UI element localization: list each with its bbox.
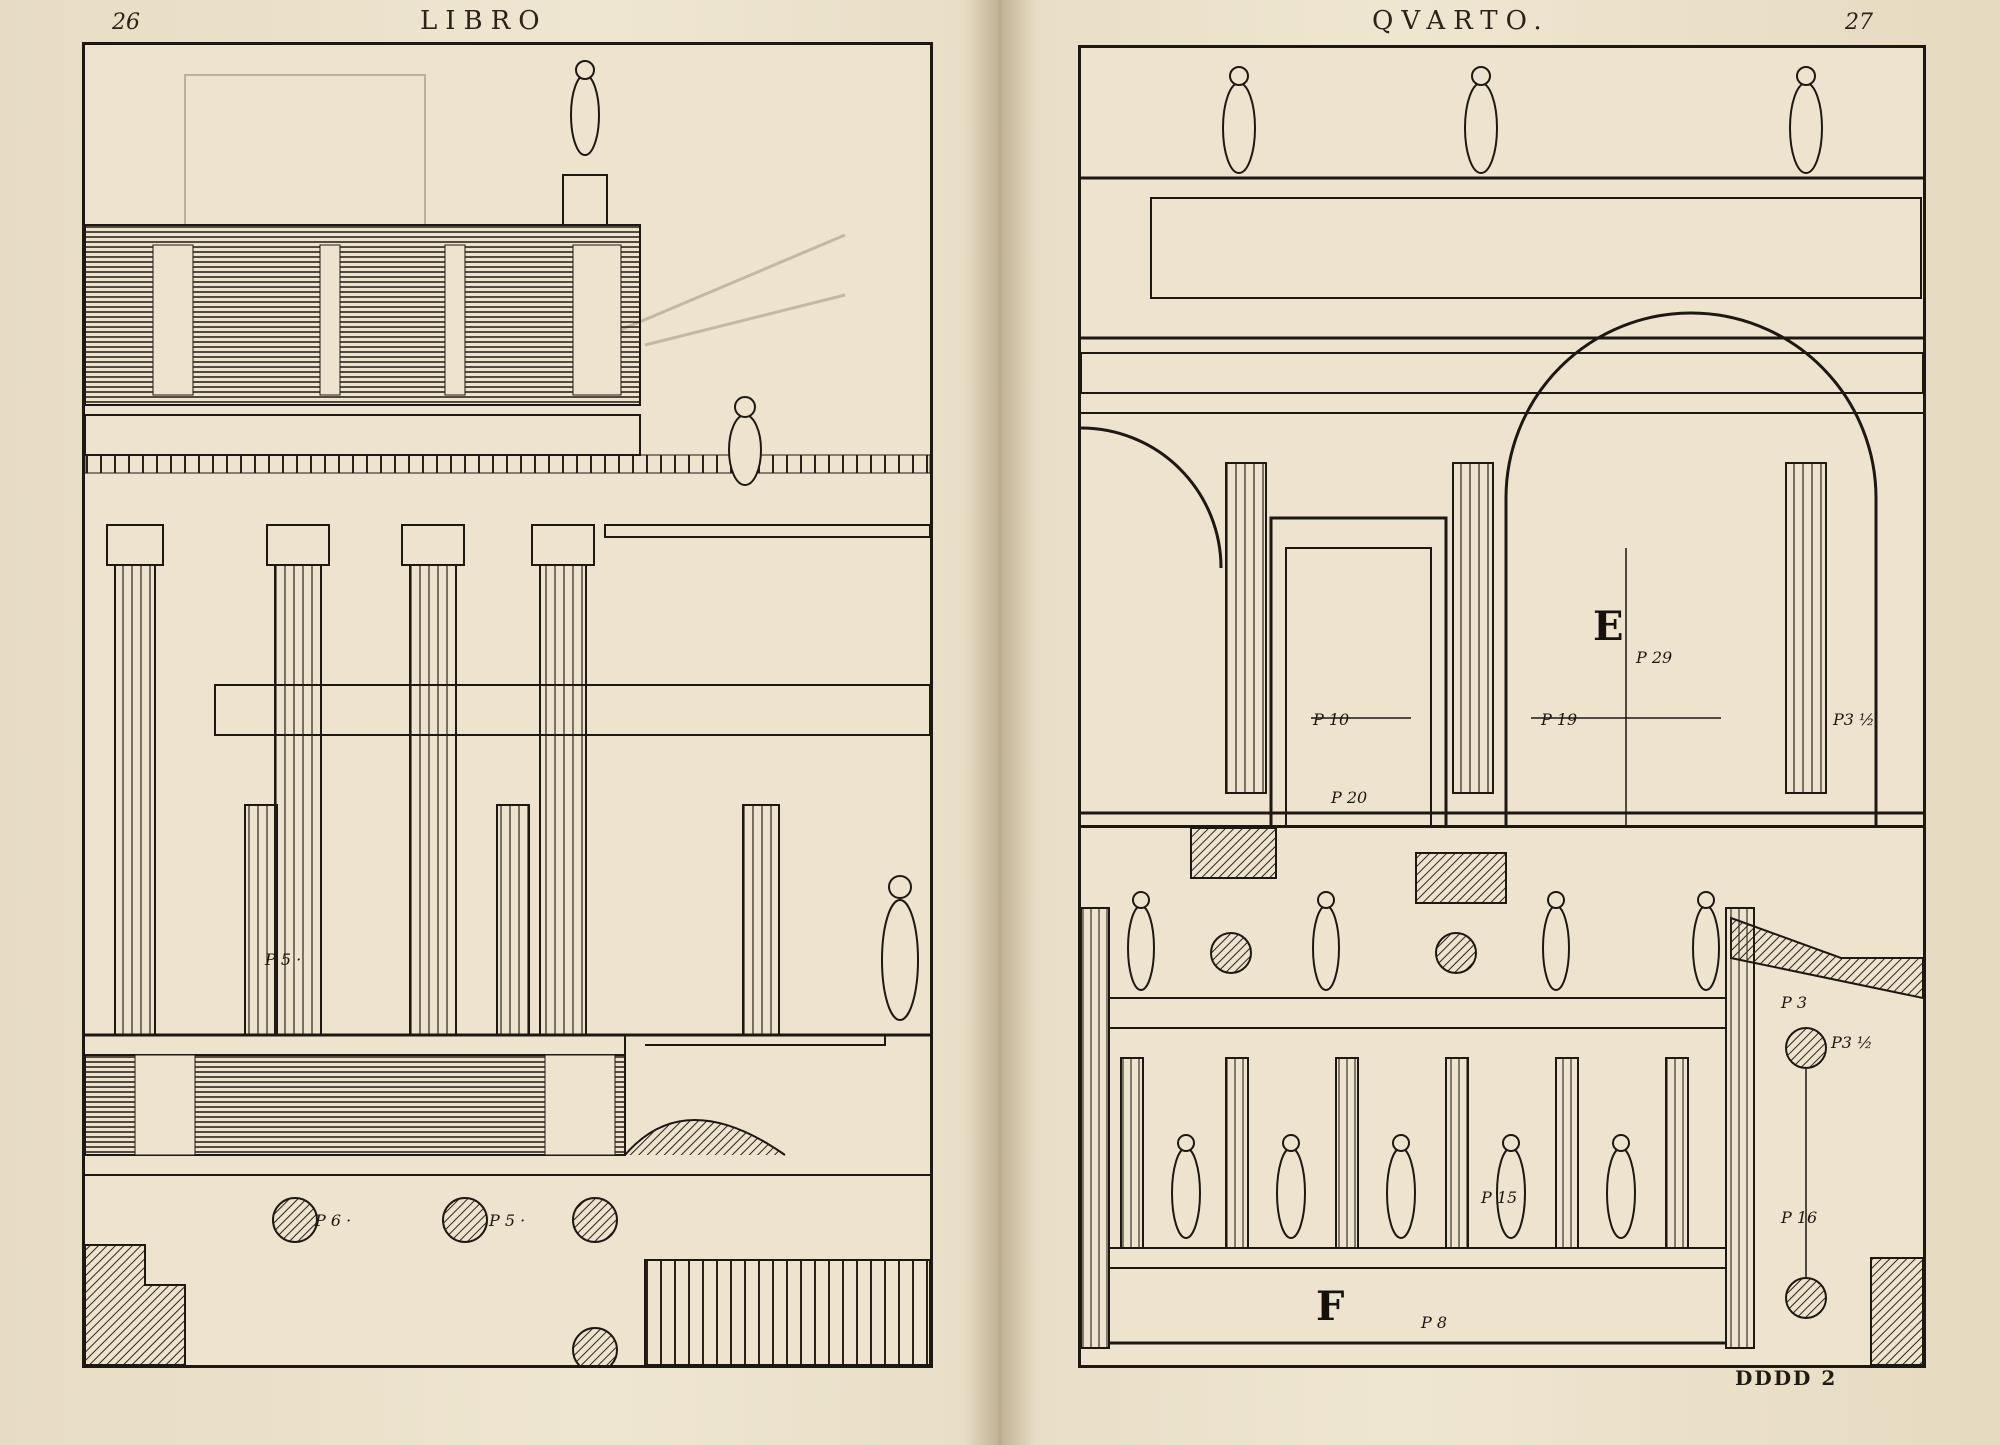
- lower-dimension-label-5: P 16: [1781, 1208, 1818, 1227]
- upper-dimension-label-3: P 19: [1541, 710, 1578, 729]
- left-dimension-label-2: P 5 ·: [489, 1211, 526, 1230]
- right-page: [1000, 0, 2000, 1445]
- lower-dimension-label-3: P 8: [1421, 1313, 1448, 1332]
- plate-key-letter-e: E: [1593, 603, 1624, 650]
- left-dimension-label-1: P 6 ·: [315, 1211, 352, 1230]
- upper-dimension-label-1: P 10: [1313, 710, 1350, 729]
- right-lower-plate: [1078, 825, 1926, 1368]
- right-lower-engraving: [1081, 828, 1923, 1365]
- right-folio: 27: [1845, 10, 1873, 35]
- lower-dimension-label-2: P 15: [1481, 1188, 1518, 1207]
- signature-mark: DDDD 2: [1735, 1366, 1838, 1390]
- left-dimension-label-3: P 5 ·: [265, 950, 302, 969]
- left-running-head: LIBRO: [420, 6, 548, 36]
- plate-key-letter-f: F: [1316, 1283, 1345, 1330]
- lower-dimension-label-4: P 3: [1781, 993, 1808, 1012]
- lower-dimension-label-1: P3 ½: [1831, 1033, 1873, 1052]
- upper-dimension-label-5: P3 ½: [1833, 710, 1875, 729]
- right-upper-engraving: [1081, 48, 1923, 828]
- upper-dimension-label-4: P 29: [1636, 648, 1673, 667]
- left-plate-engraving: [85, 45, 930, 1365]
- right-upper-plate: [1078, 45, 1926, 831]
- right-running-head: QVARTO.: [1372, 6, 1550, 36]
- upper-dimension-label-2: P 20: [1331, 788, 1368, 807]
- left-plate-elevation: [82, 42, 933, 1368]
- left-folio: 26: [112, 10, 140, 35]
